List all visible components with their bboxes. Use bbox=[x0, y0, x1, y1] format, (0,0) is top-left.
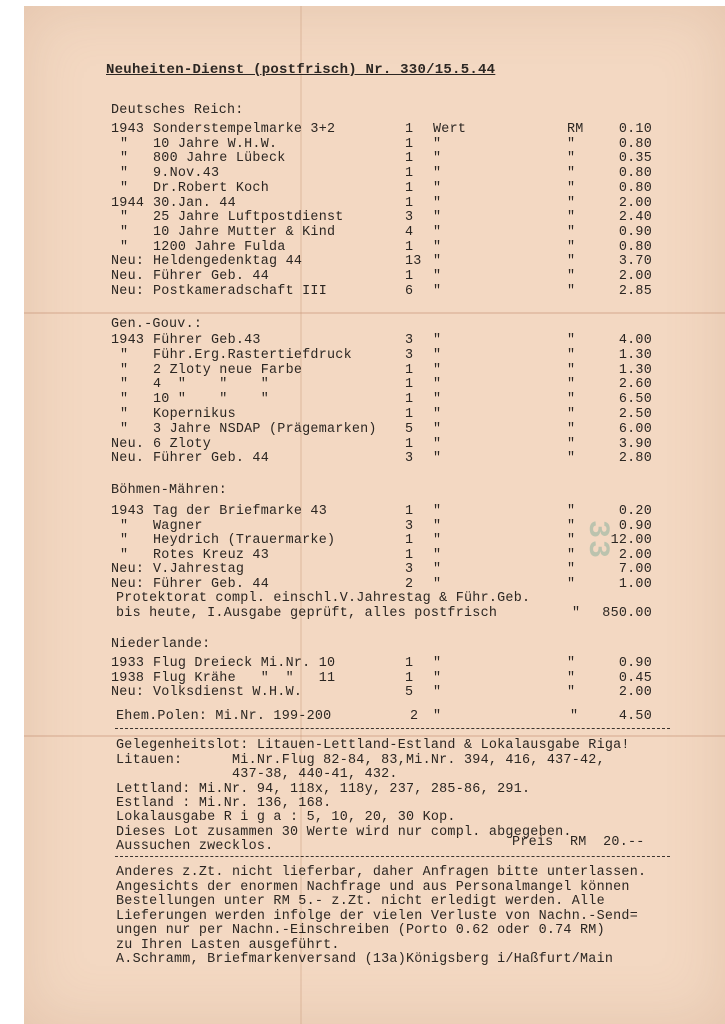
row-name: Führer Geb. 44 bbox=[153, 269, 269, 284]
row-qty: 5 bbox=[405, 685, 414, 701]
row-cur: " bbox=[567, 533, 576, 548]
row-unit: " bbox=[433, 685, 442, 701]
row-unit: " bbox=[433, 407, 442, 422]
row-unit: " bbox=[433, 392, 442, 408]
row-qty: 1 bbox=[405, 122, 414, 137]
row-unit: " bbox=[433, 533, 442, 548]
row-qty: 1 bbox=[405, 656, 414, 671]
row-unit: " bbox=[433, 333, 442, 348]
row-name: Heldengedenktag 44 bbox=[153, 254, 303, 270]
row-name: 25 Jahre Luftpostdienst bbox=[153, 210, 344, 226]
row-year: Neu: bbox=[111, 254, 145, 270]
section-heading: Deutsches Reich: bbox=[111, 103, 244, 118]
row-price: 2.00 bbox=[618, 685, 652, 701]
row-year: 1943 bbox=[111, 122, 145, 137]
row-name: Volksdienst W.H.W. bbox=[153, 685, 303, 701]
row-year: Neu: bbox=[111, 562, 145, 577]
row-price: 0.10 bbox=[618, 122, 652, 137]
note-currency: " bbox=[572, 605, 581, 621]
row-year: 1944 bbox=[111, 195, 145, 211]
row-cur: " bbox=[567, 224, 576, 240]
row-price: 12.00 bbox=[610, 533, 652, 548]
row-year: " bbox=[120, 518, 129, 534]
section-heading: Gen.-Gouv.: bbox=[111, 317, 203, 332]
row-qty: 3 bbox=[405, 210, 414, 226]
row-cur: " bbox=[567, 333, 576, 348]
row-qty: 1 bbox=[405, 407, 414, 422]
row-cur: " bbox=[567, 685, 576, 701]
section-heading: Niederlande: bbox=[111, 637, 211, 652]
row-year: " bbox=[120, 377, 129, 393]
row-name: 3 Jahre NSDAP (Prägemarken) bbox=[153, 421, 377, 437]
footer-line: Lieferungen werden infolge der vielen Verluste von Nachn.-Send= bbox=[116, 909, 638, 924]
row-unit: " bbox=[433, 151, 442, 167]
row-year: " bbox=[120, 392, 129, 408]
polen-price: 4.50 bbox=[618, 709, 652, 724]
row-year: Neu: bbox=[111, 576, 145, 592]
row-qty: 1 bbox=[405, 195, 414, 211]
row-price: 2.60 bbox=[618, 377, 652, 393]
row-year: Neu. bbox=[111, 451, 145, 467]
row-unit: Wert bbox=[433, 122, 467, 137]
row-cur: " bbox=[567, 136, 576, 152]
row-price: 0.90 bbox=[618, 518, 652, 534]
row-price: 6.50 bbox=[618, 392, 652, 408]
row-qty: 3 bbox=[405, 562, 414, 577]
fold-line bbox=[24, 735, 725, 737]
row-name: V.Jahrestag bbox=[153, 562, 245, 577]
lot-line: Litauen: Mi.Nr.Flug 82-84, 83,Mi.Nr. 394, 416, 437-42, bbox=[116, 753, 605, 768]
row-price: 0.80 bbox=[618, 136, 652, 152]
row-cur: " bbox=[567, 451, 576, 467]
row-unit: " bbox=[433, 436, 442, 452]
row-qty: 5 bbox=[405, 421, 414, 437]
row-name: 10 " " " bbox=[153, 392, 269, 408]
row-cur: " bbox=[567, 166, 576, 182]
row-cur: RM bbox=[567, 122, 584, 137]
row-cur: " bbox=[567, 407, 576, 422]
row-unit: " bbox=[433, 210, 442, 226]
row-year: " bbox=[120, 421, 129, 437]
row-qty: 3 bbox=[405, 451, 414, 467]
row-name: Dr.Robert Koch bbox=[153, 180, 269, 196]
row-unit: " bbox=[433, 269, 442, 284]
row-unit: " bbox=[433, 670, 442, 686]
row-cur: " bbox=[567, 362, 576, 378]
row-year: " bbox=[120, 210, 129, 226]
section-note: bis heute, I.Ausgabe geprüft, alles postfrisch bbox=[116, 605, 498, 621]
row-unit: " bbox=[433, 166, 442, 182]
row-price: 1.30 bbox=[618, 362, 652, 378]
row-cur: " bbox=[567, 436, 576, 452]
row-year: " bbox=[120, 533, 129, 548]
lot-price: Preis RM 20.-- bbox=[512, 835, 645, 850]
row-year: " bbox=[120, 547, 129, 563]
row-qty: 1 bbox=[405, 136, 414, 152]
row-price: 2.00 bbox=[618, 547, 652, 563]
row-name: Tag der Briefmarke 43 bbox=[153, 504, 327, 519]
footer-line: Anderes z.Zt. nicht lieferbar, daher Anfragen bitte unterlassen. bbox=[116, 865, 647, 880]
fold-line bbox=[24, 312, 725, 314]
dashed-divider bbox=[115, 728, 670, 729]
row-price: 2.85 bbox=[618, 283, 652, 299]
row-unit: " bbox=[433, 283, 442, 299]
row-name: 800 Jahre Lübeck bbox=[153, 151, 286, 167]
row-price: 2.50 bbox=[618, 407, 652, 422]
row-year: " bbox=[120, 180, 129, 196]
row-price: 0.80 bbox=[618, 239, 652, 255]
row-unit: " bbox=[433, 180, 442, 196]
row-year: " bbox=[120, 151, 129, 167]
row-name: 10 Jahre Mutter & Kind bbox=[153, 224, 336, 240]
row-price: 2.80 bbox=[618, 451, 652, 467]
row-qty: 1 bbox=[405, 533, 414, 548]
row-price: 0.90 bbox=[618, 224, 652, 240]
polen-currency: " bbox=[570, 709, 579, 724]
row-price: 1.00 bbox=[618, 576, 652, 592]
row-qty: 1 bbox=[405, 377, 414, 393]
footer-line: Bestellungen unter RM 5.- z.Zt. nicht erledigt werden. Alle bbox=[116, 894, 605, 909]
row-qty: 6 bbox=[405, 283, 414, 299]
row-unit: " bbox=[433, 421, 442, 437]
row-unit: " bbox=[433, 576, 442, 592]
row-unit: " bbox=[433, 377, 442, 393]
row-price: 2.40 bbox=[618, 210, 652, 226]
row-price: 0.20 bbox=[618, 504, 652, 519]
row-name: Flug Dreieck Mi.Nr. 10 bbox=[153, 656, 336, 671]
row-name: Postkameradschaft III bbox=[153, 283, 327, 299]
row-qty: 1 bbox=[405, 504, 414, 519]
row-qty: 3 bbox=[405, 518, 414, 534]
row-year: " bbox=[120, 166, 129, 182]
footer-line: zu Ihren Lasten ausgeführt. bbox=[116, 938, 340, 953]
row-price: 7.00 bbox=[618, 562, 652, 577]
row-name: Führer Geb. 44 bbox=[153, 576, 269, 592]
footer-line: ungen nur per Nachn.-Einschreiben (Porto 0.62 oder 0.74 RM) bbox=[116, 923, 605, 938]
row-price: 3.70 bbox=[618, 254, 652, 270]
row-year: 1943 bbox=[111, 333, 145, 348]
row-cur: " bbox=[567, 254, 576, 270]
row-qty: 3 bbox=[405, 333, 414, 348]
row-price: 0.80 bbox=[618, 166, 652, 182]
row-price: 0.45 bbox=[618, 670, 652, 686]
row-price: 6.00 bbox=[618, 421, 652, 437]
row-unit: " bbox=[433, 136, 442, 152]
row-unit: " bbox=[433, 451, 442, 467]
row-unit: " bbox=[433, 656, 442, 671]
row-cur: " bbox=[567, 283, 576, 299]
section-heading: Böhmen-Mähren: bbox=[111, 483, 227, 498]
row-year: " bbox=[120, 239, 129, 255]
row-qty: 4 bbox=[405, 224, 414, 240]
faded-stamp-mark: 33 bbox=[580, 520, 614, 561]
row-year: " bbox=[120, 224, 129, 240]
lot-line: Gelegenheitslot: Litauen-Lettland-Estland & Lokalausgabe Riga! bbox=[116, 738, 630, 753]
lot-line: Lokalausgabe R i g a : 5, 10, 20, 30 Kop. bbox=[116, 810, 456, 825]
row-qty: 1 bbox=[405, 670, 414, 686]
polen-label: Ehem.Polen: Mi.Nr. 199-200 bbox=[116, 709, 332, 724]
row-name: 2 Zloty neue Farbe bbox=[153, 362, 303, 378]
row-cur: " bbox=[567, 421, 576, 437]
row-year: Neu. bbox=[111, 269, 145, 284]
document-title: Neuheiten-Dienst (postfrisch) Nr. 330/15.5.44 bbox=[106, 62, 496, 78]
lot-line: Estland : Mi.Nr. 136, 168. bbox=[116, 796, 332, 811]
row-year: " bbox=[120, 407, 129, 422]
row-price: 0.35 bbox=[618, 151, 652, 167]
row-year: " bbox=[120, 347, 129, 363]
row-name: 10 Jahre W.H.W. bbox=[153, 136, 278, 152]
row-name: 6 Zloty bbox=[153, 436, 211, 452]
row-qty: 1 bbox=[405, 180, 414, 196]
row-price: 0.90 bbox=[618, 656, 652, 671]
row-year: " bbox=[120, 362, 129, 378]
row-cur: " bbox=[567, 518, 576, 534]
row-name: 9.Nov.43 bbox=[153, 166, 220, 182]
row-cur: " bbox=[567, 180, 576, 196]
row-cur: " bbox=[567, 239, 576, 255]
row-price: 2.00 bbox=[618, 195, 652, 211]
row-name: Flug Krähe " " 11 bbox=[153, 670, 336, 686]
row-cur: " bbox=[567, 504, 576, 519]
row-qty: 1 bbox=[405, 392, 414, 408]
row-name: Führer Geb.43 bbox=[153, 333, 261, 348]
row-year: Neu. bbox=[111, 436, 145, 452]
row-unit: " bbox=[433, 362, 442, 378]
row-cur: " bbox=[567, 269, 576, 284]
row-qty: 13 bbox=[405, 254, 422, 270]
row-cur: " bbox=[567, 392, 576, 408]
row-name: Sonderstempelmarke 3+2 bbox=[153, 122, 336, 137]
row-qty: 1 bbox=[405, 239, 414, 255]
row-name: Rotes Kreuz 43 bbox=[153, 547, 269, 563]
row-name: 1200 Jahre Fulda bbox=[153, 239, 286, 255]
row-unit: " bbox=[433, 254, 442, 270]
row-price: 4.00 bbox=[618, 333, 652, 348]
lot-line: Dieses Lot zusammen 30 Werte wird nur compl. abgegeben. bbox=[116, 825, 572, 840]
row-cur: " bbox=[567, 195, 576, 211]
signature-line: A.Schramm, Briefmarkenversand (13a)Königsberg i/Haßfurt/Main bbox=[116, 952, 614, 967]
section-note: Protektorat compl. einschl.V.Jahrestag & Führ.Geb. bbox=[116, 591, 531, 606]
row-price: 2.00 bbox=[618, 269, 652, 284]
row-qty: 3 bbox=[405, 347, 414, 363]
row-cur: " bbox=[567, 562, 576, 577]
row-year: " bbox=[120, 136, 129, 152]
row-name: 4 " " " bbox=[153, 377, 269, 393]
row-unit: " bbox=[433, 504, 442, 519]
row-cur: " bbox=[567, 377, 576, 393]
row-unit: " bbox=[433, 518, 442, 534]
row-cur: " bbox=[567, 347, 576, 363]
row-qty: 2 bbox=[405, 576, 414, 592]
row-cur: " bbox=[567, 656, 576, 671]
row-cur: " bbox=[567, 547, 576, 563]
lot-line: Aussuchen zwecklos. bbox=[116, 839, 274, 854]
row-unit: " bbox=[433, 224, 442, 240]
row-year: Neu: bbox=[111, 685, 145, 701]
row-name: Führ.Erg.Rastertiefdruck bbox=[153, 347, 352, 363]
row-name: Kopernikus bbox=[153, 407, 236, 422]
row-name: Führer Geb. 44 bbox=[153, 451, 269, 467]
polen-unit: " bbox=[433, 709, 442, 724]
row-year: Neu: bbox=[111, 283, 145, 299]
row-year: 1933 bbox=[111, 656, 145, 671]
row-unit: " bbox=[433, 347, 442, 363]
row-price: 0.80 bbox=[618, 180, 652, 196]
row-name: Heydrich (Trauermarke) bbox=[153, 533, 336, 548]
polen-qty: 2 bbox=[410, 709, 419, 724]
row-price: 3.90 bbox=[618, 436, 652, 452]
row-cur: " bbox=[567, 151, 576, 167]
row-year: 1943 bbox=[111, 504, 145, 519]
note-price: 850.00 bbox=[602, 605, 652, 621]
row-price: 1.30 bbox=[618, 347, 652, 363]
row-year: 1938 bbox=[111, 670, 145, 686]
row-qty: 1 bbox=[405, 362, 414, 378]
row-cur: " bbox=[567, 210, 576, 226]
row-qty: 1 bbox=[405, 547, 414, 563]
row-unit: " bbox=[433, 547, 442, 563]
row-name: Wagner bbox=[153, 518, 203, 534]
lot-line: 437-38, 440-41, 432. bbox=[116, 767, 398, 782]
row-unit: " bbox=[433, 562, 442, 577]
row-unit: " bbox=[433, 195, 442, 211]
dashed-divider bbox=[115, 856, 670, 857]
footer-line: Angesichts der enormen Nachfrage und aus Personalmangel können bbox=[116, 880, 630, 895]
row-cur: " bbox=[567, 670, 576, 686]
row-qty: 1 bbox=[405, 151, 414, 167]
row-qty: 1 bbox=[405, 436, 414, 452]
row-qty: 1 bbox=[405, 166, 414, 182]
row-cur: " bbox=[567, 576, 576, 592]
row-unit: " bbox=[433, 239, 442, 255]
lot-line: Lettland: Mi.Nr. 94, 118x, 118y, 237, 285-86, 291. bbox=[116, 782, 531, 797]
row-name: 30.Jan. 44 bbox=[153, 195, 236, 211]
row-qty: 1 bbox=[405, 269, 414, 284]
